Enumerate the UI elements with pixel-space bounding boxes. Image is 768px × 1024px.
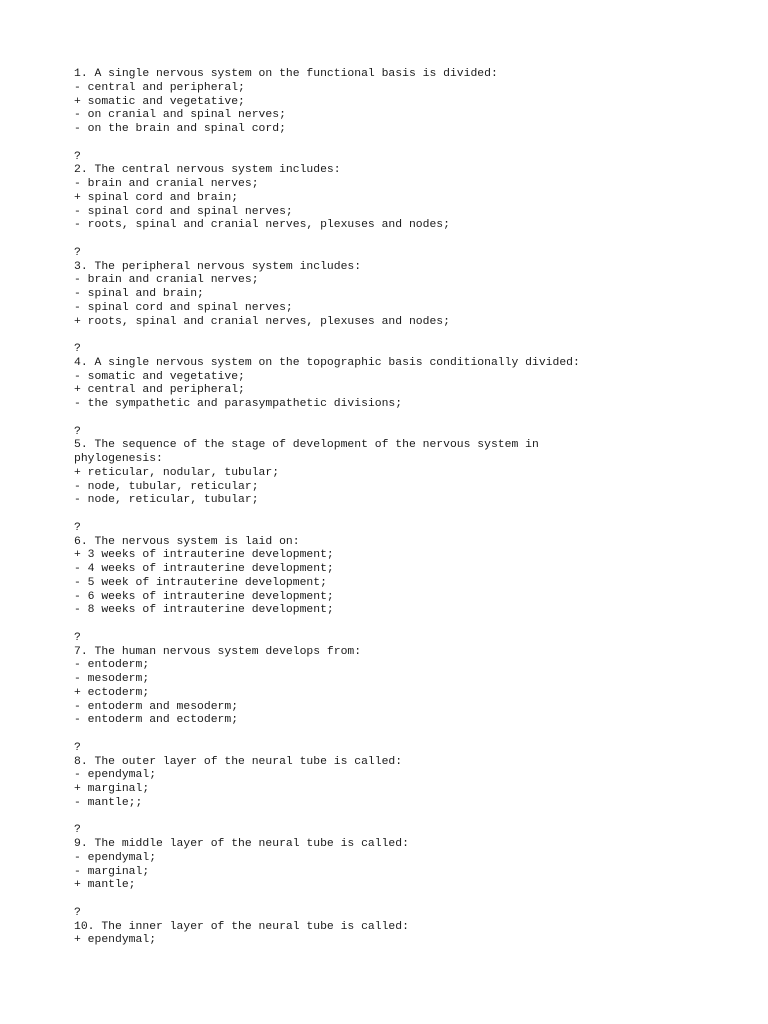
answer-option: - 4 weeks of intrauterine development; bbox=[74, 563, 334, 575]
answer-option: - mantle;; bbox=[74, 796, 143, 809]
answer-option: - 5 week of intrauterine development; bbox=[74, 576, 327, 589]
question-block bbox=[74, 68, 754, 137]
answer-option: - marginal; bbox=[74, 865, 150, 878]
answer-option: - entoderm; bbox=[74, 659, 150, 672]
answer-option: - on the brain and spinal cord; bbox=[74, 123, 286, 135]
question-text: 8. The outer layer of the neural tube is called: bbox=[74, 755, 403, 768]
question-separator: ? bbox=[74, 631, 81, 644]
question-block bbox=[74, 742, 754, 811]
question-text: 5. The sequence of the stage of development of the nervous system in bbox=[74, 439, 539, 452]
answer-option: + somatic and vegetative; bbox=[74, 95, 245, 108]
answer-option: - somatic and vegetative; bbox=[74, 370, 245, 383]
question-block bbox=[74, 522, 754, 618]
question-block bbox=[74, 151, 754, 234]
answer-option: + reticular, nodular, tubular; bbox=[74, 466, 280, 479]
answer-option: - node, tubular, reticular; bbox=[74, 480, 259, 493]
answer-option: - spinal cord and spinal nerves; bbox=[74, 205, 293, 218]
question-separator: ? bbox=[74, 343, 81, 355]
answer-option: + spinal cord and brain; bbox=[74, 191, 239, 204]
answer-option: + roots, spinal and cranial nerves, plexuses and nodes; bbox=[74, 315, 450, 328]
answer-option: + ependymal; bbox=[74, 934, 157, 947]
answer-option: - ependymal; bbox=[74, 851, 157, 864]
answer-option: + mantle; bbox=[74, 879, 136, 892]
answer-option: - spinal cord and spinal nerves; bbox=[74, 301, 293, 314]
question-block bbox=[74, 632, 754, 728]
question-block bbox=[74, 247, 754, 330]
question-text: 9. The middle layer of the neural tube is called: bbox=[74, 838, 409, 850]
question-text: 1. A single nervous system on the functional basis is divided: bbox=[74, 68, 498, 80]
answer-option: - 8 weeks of intrauterine development; bbox=[74, 604, 334, 617]
answer-option: - brain and cranial nerves; bbox=[74, 274, 259, 287]
answer-option: + ectoderm; bbox=[74, 686, 150, 699]
answer-option: + 3 weeks of intrauterine development; bbox=[74, 549, 334, 562]
question-text-continued: phylogenesis: bbox=[74, 453, 163, 465]
answer-option: - 6 weeks of intrauterine development; bbox=[74, 590, 334, 603]
answer-option: + marginal; bbox=[74, 783, 150, 795]
answer-option: - entoderm and mesoderm; bbox=[74, 700, 239, 713]
question-text: 7. The human nervous system develops from: bbox=[74, 645, 362, 658]
question-separator: ? bbox=[74, 150, 81, 163]
answer-option: - mesoderm; bbox=[74, 673, 150, 685]
question-separator: ? bbox=[74, 824, 81, 837]
question-text: 4. A single nervous system on the topographic basis conditionally divided: bbox=[74, 356, 580, 369]
answer-option: - roots, spinal and cranial nerves, plexuses and nodes; bbox=[74, 219, 450, 232]
answer-option: - the sympathetic and parasympathetic divisions; bbox=[74, 398, 403, 410]
document-page bbox=[74, 68, 754, 962]
question-separator: ? bbox=[74, 906, 81, 919]
question-block bbox=[74, 907, 754, 948]
question-separator: ? bbox=[74, 741, 81, 754]
question-text: 6. The nervous system is laid on: bbox=[74, 535, 300, 548]
answer-option: - ependymal; bbox=[74, 769, 157, 782]
question-text: 2. The central nervous system includes: bbox=[74, 164, 341, 177]
answer-option: - on cranial and spinal nerves; bbox=[74, 109, 286, 122]
question-block bbox=[74, 824, 754, 893]
question-separator: ? bbox=[74, 521, 81, 534]
answer-option: + central and peripheral; bbox=[74, 384, 245, 397]
question-separator: ? bbox=[74, 425, 81, 438]
answer-option: - brain and cranial nerves; bbox=[74, 178, 259, 190]
answer-option: - node, reticular, tubular; bbox=[74, 494, 259, 507]
answer-option: - entoderm and ectoderm; bbox=[74, 714, 239, 727]
question-separator: ? bbox=[74, 246, 81, 259]
question-block bbox=[74, 426, 754, 509]
answer-option: - central and peripheral; bbox=[74, 81, 245, 94]
question-text: 3. The peripheral nervous system includes: bbox=[74, 260, 362, 273]
question-block bbox=[74, 343, 754, 412]
answer-option: - spinal and brain; bbox=[74, 288, 204, 300]
question-text: 10. The inner layer of the neural tube is called: bbox=[74, 920, 409, 933]
